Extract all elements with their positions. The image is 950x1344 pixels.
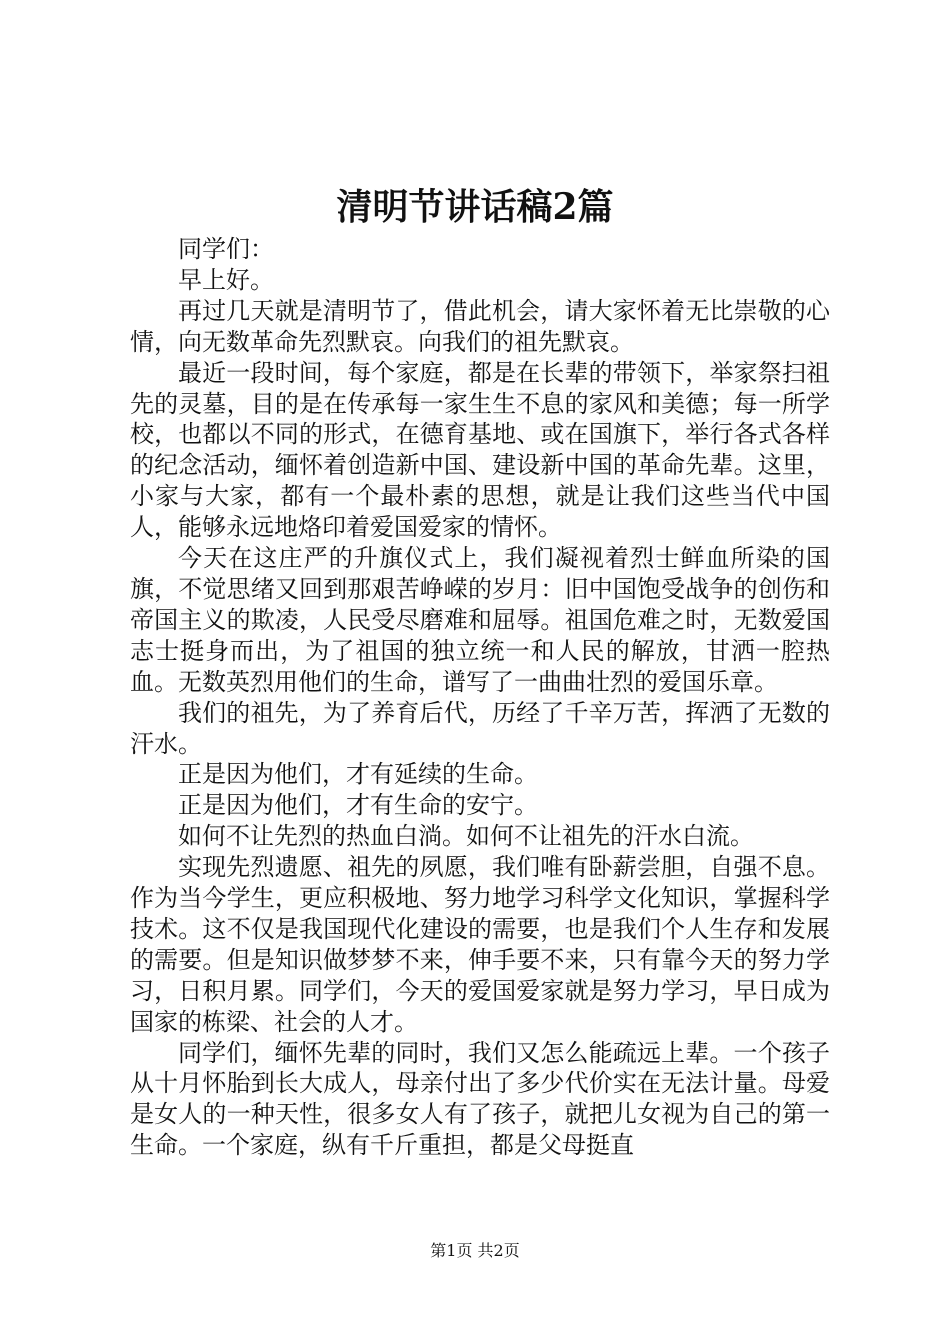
greeting: 早上好。: [178, 265, 274, 294]
body-paragraph: 同学们，缅怀先辈的同时，我们又怎么能疏远上辈。一个孩子从十月怀胎到长大成人，母亲付出了多少代价实在无法计量。母爱是女人的一种天性，很多女人有了孩子，就把儿女视为自己的第一生命。一个家庭，纵有千斤重担，都是父母挺直: [130, 1038, 830, 1160]
body-paragraph: 再过几天就是清明节了，借此机会，请大家怀着无比崇敬的心情，向无数革命先烈默哀。向我们的祖先默哀。: [130, 296, 830, 356]
document-title: 清明节讲话稿2篇: [336, 186, 614, 228]
body-paragraph: 我们的祖先，为了养育后代，历经了千辛万苦，挥洒了无数的汗水。: [130, 698, 830, 758]
body-paragraph: 最近一段时间，每个家庭，都是在长辈的带领下，举家祭扫祖先的灵墓，目的是在传承每一家生生不息的家风和美德；每一所学校，也都以不同的形式，在德育基地、或在国旗下，举行各式各样的纪念活动，缅怀着创造新中国、建设新中国的革命先辈。这里，小家与大家，都有一个最朴素的思想，就是让我们这些当代中国人，能够永远地烙印着爱国爱家的情怀。: [130, 358, 830, 542]
body-paragraph: 如何不让先烈的热血白淌。如何不让祖先的汗水白流。: [178, 822, 754, 851]
page-number-footer: 第1页 共2页: [430, 1241, 520, 1260]
document-body: [130, 234, 830, 1161]
salutation: 同学们：: [178, 235, 274, 263]
body-paragraph: 正是因为他们，才有生命的安宁。: [178, 791, 538, 820]
body-paragraph: 今天在这庄严的升旗仪式上，我们凝视着烈士鲜血所染的国旗，不觉思绪又回到那艰苦峥嵘的岁月：旧中国饱受战争的创伤和帝国主义的欺凌，人民受尽磨难和屈辱。祖国危难之时，无数爱国志士挺身而出，为了祖国的独立统一和人民的解放，甘洒一腔热血。无数英烈用他们的生命，谱写了一曲曲壮烈的爱国乐章。: [130, 544, 830, 696]
body-paragraph: 实现先烈遗愿、祖先的夙愿，我们唯有卧薪尝胆，自强不息。作为当今学生，更应积极地、努力地学习科学文化知识，掌握科学技术。这不仅是我国现代化建设的需要，也是我们个人生存和发展的需要。但是知识做梦梦不来，伸手要不来，只有靠今天的努力学习，日积月累。同学们，今天的爱国爱家就是努力学习，早日成为国家的栋梁、社会的人才。: [130, 853, 830, 1036]
body-paragraph: 正是因为他们，才有延续的生命。: [178, 760, 538, 789]
